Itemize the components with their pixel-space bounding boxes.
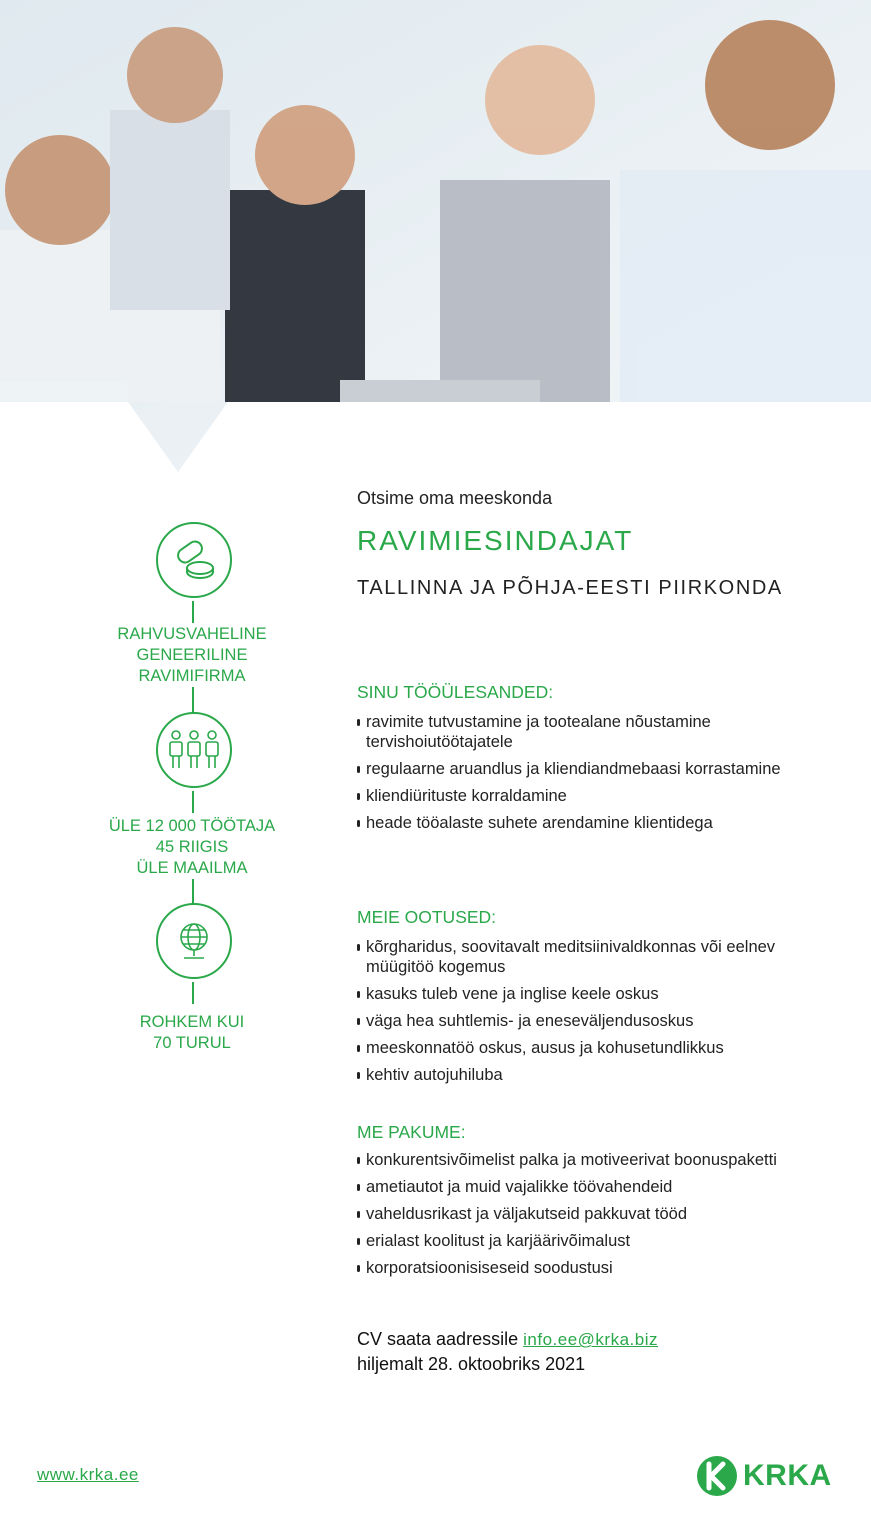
list-item: väga hea suhtlemis- ja eneseväljendusoskus	[357, 1011, 847, 1031]
list-item: ametiautot ja muid vajalikke töövahendeid	[357, 1177, 847, 1197]
people-icon	[165, 727, 223, 773]
list-item: korporatsioonisiseseid soodustusi	[357, 1258, 847, 1278]
list-item: ravimite tutvustamine ja tootealane nõustamine tervishoiutöötajatele	[357, 712, 847, 752]
list-item: erialast koolitust ja karjäärivõimalust	[357, 1231, 847, 1251]
krka-logo-mark-icon	[695, 1454, 739, 1498]
info-text-markets: ROHKEM KUI 70 TURUL	[139, 1013, 245, 1052]
expectations-list	[357, 937, 847, 1092]
email-link[interactable]: info.ee@krka.biz	[523, 1330, 658, 1349]
intro-text: Otsime oma meeskonda	[357, 488, 553, 508]
section-heading-tasks: SINU TÖÖÜLESANDED:	[357, 682, 554, 702]
website-link[interactable]: www.krka.ee	[37, 1465, 139, 1484]
krka-logo	[695, 1452, 840, 1500]
offer-list	[357, 1150, 847, 1285]
list-item: regulaarne aruandlus ja kliendiandmebaasi korrastamine	[357, 759, 847, 779]
list-item: meeskonnatöö oskus, ausus ja kohusetundlikkus	[357, 1038, 847, 1058]
section-heading-expectations: MEIE OOTUSED:	[357, 907, 497, 927]
job-title: RAVIMIESINDAJAT	[357, 525, 634, 556]
tasks-list	[357, 712, 847, 840]
list-item: heade tööalaste suhete arendamine klientidega	[357, 813, 847, 833]
job-region: TALLINNA JA PÕHJA-EESTI PIIRKONDA	[357, 577, 783, 599]
header-photo	[0, 0, 871, 475]
list-item: kehtiv autojuhiluba	[357, 1065, 847, 1085]
info-text-company: RAHVUSVAHELINE GENEERILINE RAVIMIFIRMA	[117, 625, 267, 685]
info-text-employees: ÜLE 12 000 TÖÖTAJA 45 RIIGIS ÜLE MAAILMA	[108, 817, 276, 877]
krka-logo-text: KRKA	[743, 1459, 832, 1492]
list-item: konkurentsivõimelist palka ja motiveerivat boonuspaketti	[357, 1150, 847, 1170]
section-heading-offer: ME PAKUME:	[357, 1122, 466, 1142]
list-item: kliendiürituste korraldamine	[357, 786, 847, 806]
list-item: kasuks tuleb vene ja inglise keele oskus	[357, 984, 847, 1004]
deadline-text: hiljemalt 28. oktoobriks 2021	[357, 1354, 586, 1374]
contact-prefix: CV saata aadressile	[357, 1329, 519, 1349]
pills-icon	[167, 533, 221, 587]
globe-icon	[170, 917, 218, 965]
contact-block	[357, 1327, 658, 1376]
list-item: kõrgharidus, soovitavalt meditsiinivaldkonnas või eelnev müügitöö kogemus	[357, 937, 847, 977]
list-item: vaheldusrikast ja väljakutseid pakkuvat tööd	[357, 1204, 847, 1224]
